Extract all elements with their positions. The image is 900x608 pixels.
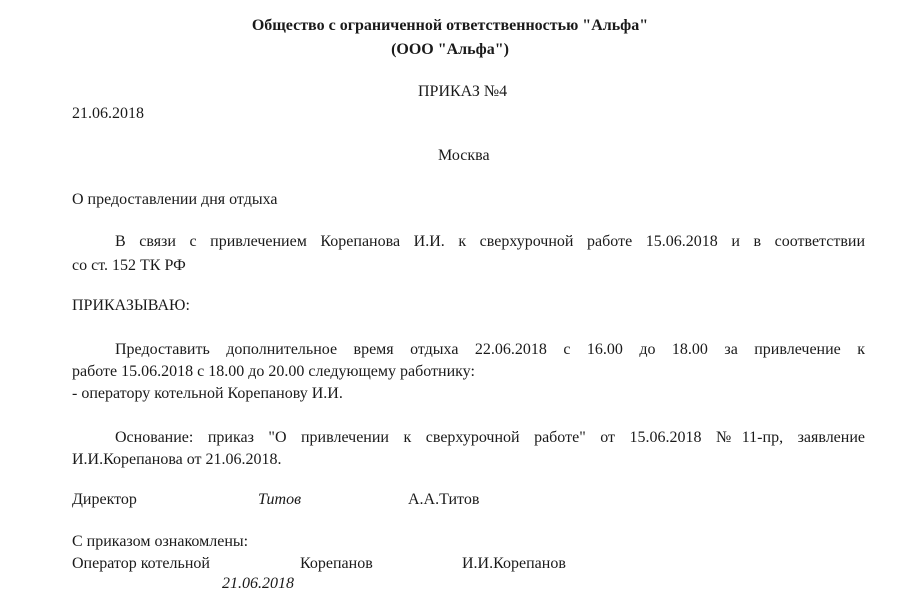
acquainted-label: С приказом ознакомлены: [72,533,249,550]
director-label: Директор [72,491,137,508]
employee-position: Оператор котельной [72,555,210,572]
intro-line-1: В связи с привлечением Корепанова И.И. к сверхурочной работе 15.06.2018 и в соответствии [115,233,865,250]
employee-date: 21.06.2018 [222,575,294,592]
order-subject: О предоставлении дня отдыха [72,191,278,208]
grant-line-3: - оператору котельной Корепанову И.И. [72,385,343,402]
director-signature: Титов [258,491,302,508]
grant-line-2: работе 15.06.2018 с 18.00 до 20.00 следующему работнику: [72,363,475,380]
director-name: А.А.Титов [408,491,480,508]
org-full-name: Общество с ограниченной ответственностью "Альфа" [251,17,649,34]
grant-line-1: Предоставить дополнительное время отдыха 22.06.2018 с 16.00 до 18.00 за привлечение к [115,341,865,358]
basis-line-2: И.И.Корепанова от 21.06.2018. [72,451,282,468]
order-word: ПРИКАЗЫВАЮ: [72,297,190,314]
order-city: Москва [438,147,490,164]
intro-line-2: со ст. 152 ТК РФ [72,257,186,274]
order-date: 21.06.2018 [72,105,144,122]
order-title: ПРИКАЗ №4 [418,83,508,100]
org-short-name: (ООО "Альфа") [391,41,509,58]
employee-signature: Корепанов [300,555,373,572]
employee-name: И.И.Корепанов [462,555,566,572]
basis-line-1: Основание: приказ "О привлечении к сверхурочной работе" от 15.06.2018 №11-пр, заявление [115,429,865,446]
